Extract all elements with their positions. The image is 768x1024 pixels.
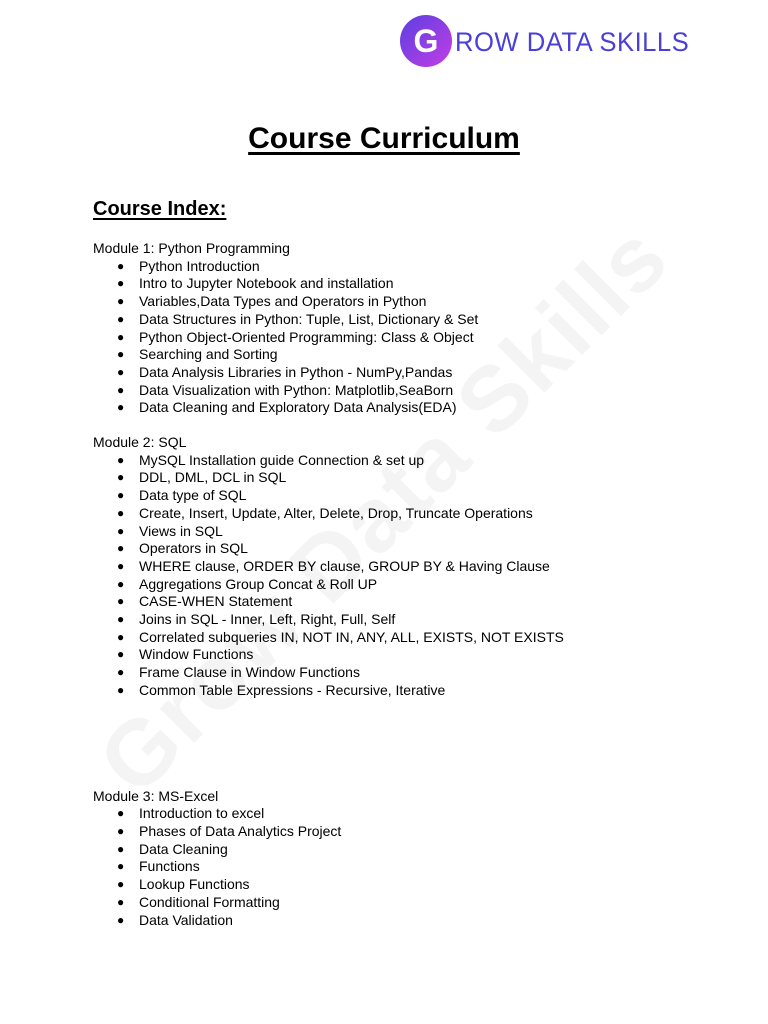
list-item: ● Searching and Sorting [117,346,278,363]
module-title: Module 3: MS-Excel [93,787,219,804]
module-title: Module 1: Python Programming [93,240,290,256]
list-item: ● Data Analysis Libraries in Python - NumPy,Pandas [117,363,453,380]
logo-g-icon [398,14,454,70]
list-item: ● Common Table Expressions - Recursive, Iterative [117,681,446,698]
list-item: ● DDL, DML, DCL in SQL [117,469,287,486]
module-topic-list [93,805,713,929]
list-item: ● Frame Clause in Window Functions [117,664,360,681]
list-item: ● Intro to Jupyter Notebook and installation [117,275,394,292]
list-item: ● Data type of SQL [117,487,247,504]
module-title: Module 2: SQL [93,434,187,451]
module-python [93,240,713,417]
list-item: ● Python Introduction [117,257,260,274]
course-index-heading: Course Index: [93,198,227,220]
module-topic-list [93,258,713,417]
list-item: ● Data Validation [117,911,233,928]
page-title: Course Curriculum [248,122,520,155]
list-item: ● WHERE clause, ORDER BY clause, GROUP BY & Having Clause [117,557,550,574]
list-item: ● Views in SQL [117,522,223,539]
list-item: ● Window Functions [117,646,254,663]
list-item: ● Create, Insert, Update, Alter, Delete, Drop, Truncate Operations [117,504,533,521]
list-item: ● Data Visualization with Python: Matplotlib,SeaBorn [117,381,454,398]
list-item: ● Phases of Data Analytics Project [117,822,342,839]
list-item: ● Introduction to excel [117,805,265,822]
list-item: ● Correlated subqueries IN, NOT IN, ANY, ALL, EXISTS, NOT EXISTS [117,628,564,645]
list-item: ● CASE-WHEN Statement [117,593,293,610]
list-item: ● Conditional Formatting [117,893,280,910]
list-item: ● Functions [117,858,200,875]
module-topic-list [93,452,713,700]
logo-letter: G [413,23,439,59]
module-excel [93,788,713,930]
module-sql [93,434,713,700]
list-item: ● Aggregations Group Concat & Roll UP [117,575,378,592]
list-item: ● Lookup Functions [117,876,250,893]
list-item: ● Joins in SQL - Inner, Left, Right, Full, Self [117,611,396,628]
brand-logo [398,14,702,70]
list-item: ● Data Cleaning [117,840,228,857]
logo-text: ROW DATA SKILLS [455,27,690,57]
list-item: ● MySQL Installation guide Connection & set up [117,451,425,468]
curriculum-content [93,197,713,929]
list-item: ● Data Structures in Python: Tuple, List, Dictionary & Set [117,310,479,327]
list-item: ● Operators in SQL [117,540,248,557]
list-item: ● Data Cleaning and Exploratory Data Analysis(EDA) [117,399,457,416]
list-item: ● Python Object-Oriented Programming: Class & Object [117,328,474,345]
list-item: ● Variables,Data Types and Operators in Python [117,293,427,310]
